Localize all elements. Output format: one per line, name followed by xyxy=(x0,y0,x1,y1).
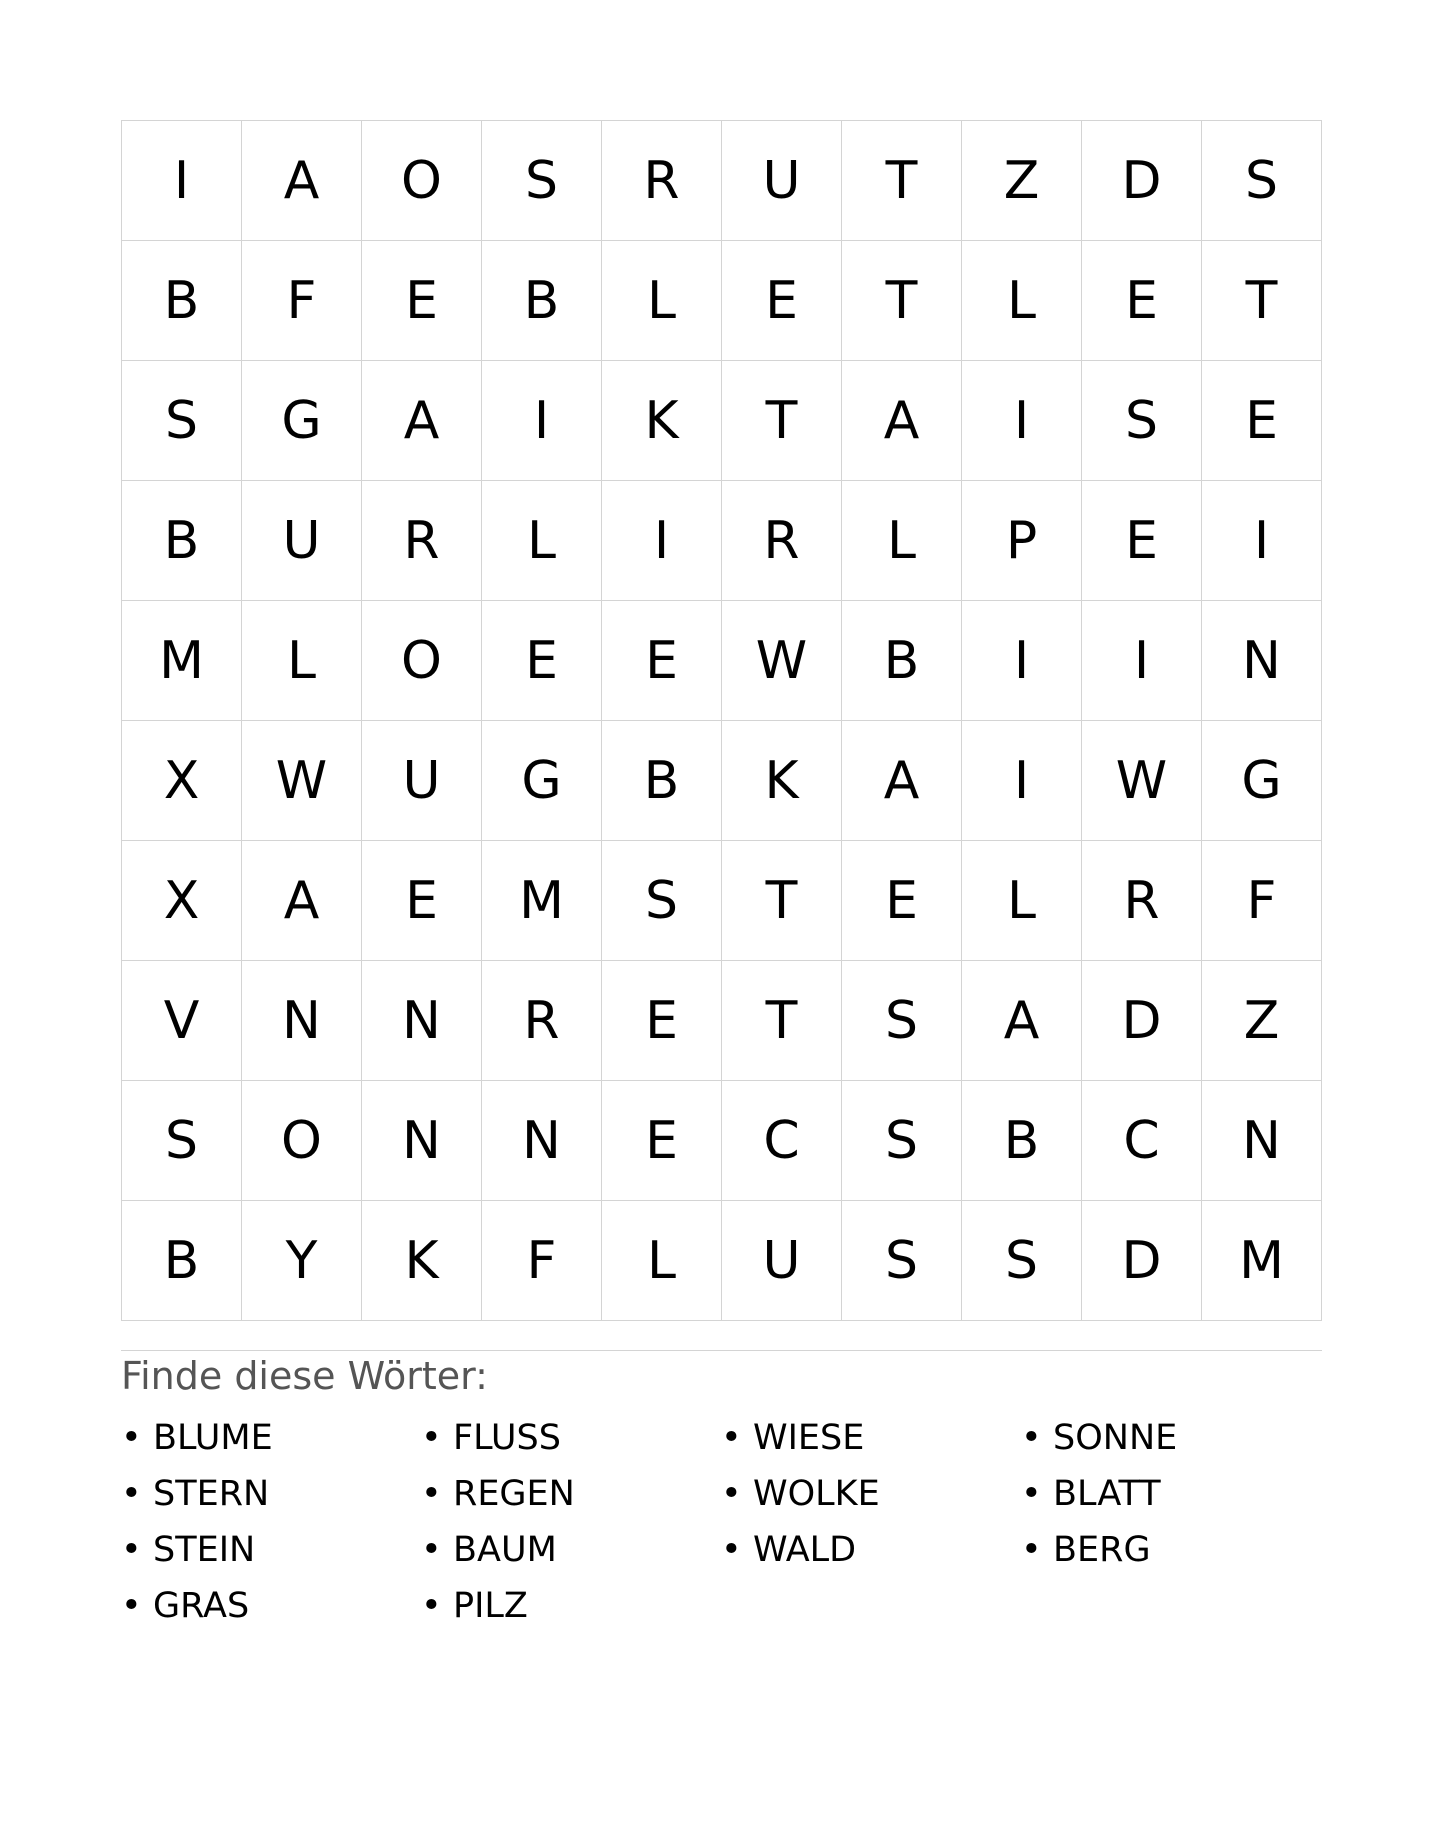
grid-cell[interactable]: S xyxy=(122,1081,242,1201)
grid-cell[interactable]: I xyxy=(122,121,242,241)
grid-cell[interactable]: B xyxy=(122,481,242,601)
grid-cell[interactable]: I xyxy=(602,481,722,601)
grid-cell[interactable]: A xyxy=(842,721,962,841)
word-list-item xyxy=(421,1578,721,1634)
word-list-item xyxy=(721,1410,1021,1466)
word-label: STERN xyxy=(153,1474,270,1514)
grid-cell[interactable]: B xyxy=(602,721,722,841)
grid-cell[interactable]: G xyxy=(482,721,602,841)
grid-cell[interactable]: S xyxy=(122,361,242,481)
word-list-item xyxy=(121,1578,421,1634)
grid-cell[interactable]: E xyxy=(362,841,482,961)
letter-grid xyxy=(121,120,1322,1321)
word-list-item xyxy=(721,1522,1021,1578)
grid-cell[interactable]: B xyxy=(842,601,962,721)
bullet-icon: • xyxy=(721,1418,742,1458)
grid-cell[interactable]: R xyxy=(362,481,482,601)
word-list-item xyxy=(121,1522,421,1578)
grid-cell[interactable]: A xyxy=(362,361,482,481)
grid-cell[interactable]: I xyxy=(482,361,602,481)
grid-cell[interactable]: E xyxy=(482,601,602,721)
grid-cell[interactable]: I xyxy=(1082,601,1202,721)
grid-cell[interactable]: B xyxy=(122,1201,242,1321)
grid-cell[interactable]: E xyxy=(1082,481,1202,601)
grid-cell[interactable]: B xyxy=(962,1081,1082,1201)
grid-cell[interactable]: K xyxy=(722,721,842,841)
word-label: GRAS xyxy=(153,1586,250,1626)
grid-cell[interactable]: S xyxy=(1082,361,1202,481)
grid-cell[interactable]: I xyxy=(1202,481,1322,601)
word-label: REGEN xyxy=(453,1474,575,1514)
bullet-icon: • xyxy=(1021,1418,1042,1458)
grid-cell[interactable]: U xyxy=(242,481,362,601)
grid-cell[interactable]: X xyxy=(122,721,242,841)
grid-cell[interactable]: S xyxy=(482,121,602,241)
grid-cell[interactable]: Z xyxy=(962,121,1082,241)
grid-cell[interactable]: W xyxy=(1082,721,1202,841)
grid-cell[interactable]: X xyxy=(122,841,242,961)
word-list-item xyxy=(721,1466,1021,1522)
grid-cell[interactable]: E xyxy=(362,241,482,361)
grid-cell[interactable]: C xyxy=(722,1081,842,1201)
grid-cell[interactable]: E xyxy=(1202,361,1322,481)
grid-cell[interactable]: E xyxy=(1082,241,1202,361)
grid-cell[interactable]: U xyxy=(362,721,482,841)
grid-cell[interactable]: T xyxy=(722,961,842,1081)
grid-cell[interactable]: L xyxy=(242,601,362,721)
word-label: WALD xyxy=(753,1530,857,1570)
bullet-icon: • xyxy=(121,1418,142,1458)
grid-cell[interactable]: K xyxy=(602,361,722,481)
word-label: BAUM xyxy=(453,1530,557,1570)
grid-cell[interactable]: L xyxy=(602,1201,722,1321)
grid-cell[interactable]: R xyxy=(602,121,722,241)
grid-cell[interactable]: K xyxy=(362,1201,482,1321)
grid-cell[interactable]: A xyxy=(242,841,362,961)
bullet-icon: • xyxy=(721,1474,742,1514)
word-list-item xyxy=(1021,1522,1321,1578)
word-list-item xyxy=(421,1466,721,1522)
word-list-item xyxy=(121,1466,421,1522)
grid-cell[interactable]: P xyxy=(962,481,1082,601)
grid-cell[interactable]: F xyxy=(482,1201,602,1321)
grid-cell[interactable]: S xyxy=(1202,121,1322,241)
grid-cell[interactable]: O xyxy=(362,601,482,721)
grid-cell[interactable]: Z xyxy=(1202,961,1322,1081)
word-label: BERG xyxy=(1053,1530,1151,1570)
word-list-item xyxy=(1021,1466,1321,1522)
grid-cell[interactable]: A xyxy=(242,121,362,241)
grid-cell[interactable]: E xyxy=(842,841,962,961)
grid-cell[interactable]: G xyxy=(242,361,362,481)
grid-cell[interactable]: N xyxy=(1202,1081,1322,1201)
word-label: STEIN xyxy=(153,1530,256,1570)
grid-cell[interactable]: C xyxy=(1082,1081,1202,1201)
bullet-icon: • xyxy=(421,1530,442,1570)
bullet-icon: • xyxy=(421,1418,442,1458)
grid-cell[interactable]: R xyxy=(482,961,602,1081)
grid-cell[interactable]: M xyxy=(122,601,242,721)
bullet-icon: • xyxy=(121,1474,142,1514)
word-label: SONNE xyxy=(1053,1418,1178,1458)
word-list xyxy=(121,1410,1321,1634)
grid-cell[interactable]: N xyxy=(362,961,482,1081)
grid-cell[interactable]: V xyxy=(122,961,242,1081)
grid-cell[interactable]: S xyxy=(842,1201,962,1321)
grid-cell[interactable]: G xyxy=(1202,721,1322,841)
grid-cell[interactable]: S xyxy=(602,841,722,961)
grid-cell[interactable]: U xyxy=(722,1201,842,1321)
bullet-icon: • xyxy=(1021,1474,1042,1514)
word-label: WIESE xyxy=(753,1418,865,1458)
grid-cell[interactable]: W xyxy=(722,601,842,721)
grid-cell[interactable]: D xyxy=(1082,961,1202,1081)
grid-cell[interactable]: E xyxy=(602,961,722,1081)
bullet-icon: • xyxy=(121,1530,142,1570)
word-list-item xyxy=(1021,1410,1321,1466)
grid-cell[interactable]: A xyxy=(842,361,962,481)
bullet-icon: • xyxy=(721,1530,742,1570)
word-list-item xyxy=(421,1410,721,1466)
grid-cell[interactable]: T xyxy=(1202,241,1322,361)
word-label: BLUME xyxy=(153,1418,273,1458)
word-label: WOLKE xyxy=(753,1474,880,1514)
grid-cell[interactable]: B xyxy=(122,241,242,361)
grid-cell[interactable]: T xyxy=(842,121,962,241)
grid-cell[interactable]: S xyxy=(842,1081,962,1201)
grid-cell[interactable]: B xyxy=(482,241,602,361)
grid-cell[interactable]: D xyxy=(1082,121,1202,241)
bullet-icon: • xyxy=(121,1586,142,1626)
grid-cell[interactable]: A xyxy=(962,961,1082,1081)
grid-cell[interactable]: O xyxy=(362,121,482,241)
grid-cell[interactable]: M xyxy=(482,841,602,961)
grid-cell[interactable]: O xyxy=(242,1081,362,1201)
grid-cell[interactable]: Y xyxy=(242,1201,362,1321)
word-list-item xyxy=(421,1522,721,1578)
divider xyxy=(121,1350,1322,1351)
grid-cell[interactable]: I xyxy=(962,721,1082,841)
grid-cell[interactable]: N xyxy=(482,1081,602,1201)
grid-cell[interactable]: N xyxy=(1202,601,1322,721)
grid-cell[interactable]: L xyxy=(962,841,1082,961)
grid-cell[interactable]: S xyxy=(842,961,962,1081)
grid-cell[interactable]: M xyxy=(1202,1201,1322,1321)
grid-cell[interactable]: E xyxy=(722,241,842,361)
grid-cell[interactable]: L xyxy=(602,241,722,361)
grid-cell[interactable]: U xyxy=(722,121,842,241)
word-label: BLATT xyxy=(1053,1474,1161,1514)
grid-cell[interactable]: T xyxy=(722,841,842,961)
grid-cell[interactable]: E xyxy=(602,1081,722,1201)
grid-cell[interactable]: E xyxy=(602,601,722,721)
bullet-icon: • xyxy=(421,1586,442,1626)
bullet-icon: • xyxy=(421,1474,442,1514)
grid-cell[interactable]: N xyxy=(362,1081,482,1201)
grid-cell[interactable]: W xyxy=(242,721,362,841)
bullet-icon: • xyxy=(1021,1530,1042,1570)
word-label: PILZ xyxy=(453,1586,528,1626)
grid-cell[interactable]: D xyxy=(1082,1201,1202,1321)
grid-cell[interactable]: L xyxy=(482,481,602,601)
grid-cell[interactable]: T xyxy=(842,241,962,361)
word-label: FLUSS xyxy=(453,1418,561,1458)
grid-cell[interactable]: R xyxy=(1082,841,1202,961)
word-list-heading: Finde diese Wörter: xyxy=(121,1354,488,1398)
grid-cell[interactable]: F xyxy=(1202,841,1322,961)
grid-cell[interactable]: L xyxy=(962,241,1082,361)
grid-cell[interactable]: F xyxy=(242,241,362,361)
grid-cell[interactable]: L xyxy=(842,481,962,601)
grid-cell[interactable]: N xyxy=(242,961,362,1081)
word-list-item xyxy=(121,1410,421,1466)
grid-cell[interactable]: I xyxy=(962,361,1082,481)
grid-cell[interactable]: T xyxy=(722,361,842,481)
grid-cell[interactable]: S xyxy=(962,1201,1082,1321)
grid-cell[interactable]: I xyxy=(962,601,1082,721)
grid-cell[interactable]: R xyxy=(722,481,842,601)
